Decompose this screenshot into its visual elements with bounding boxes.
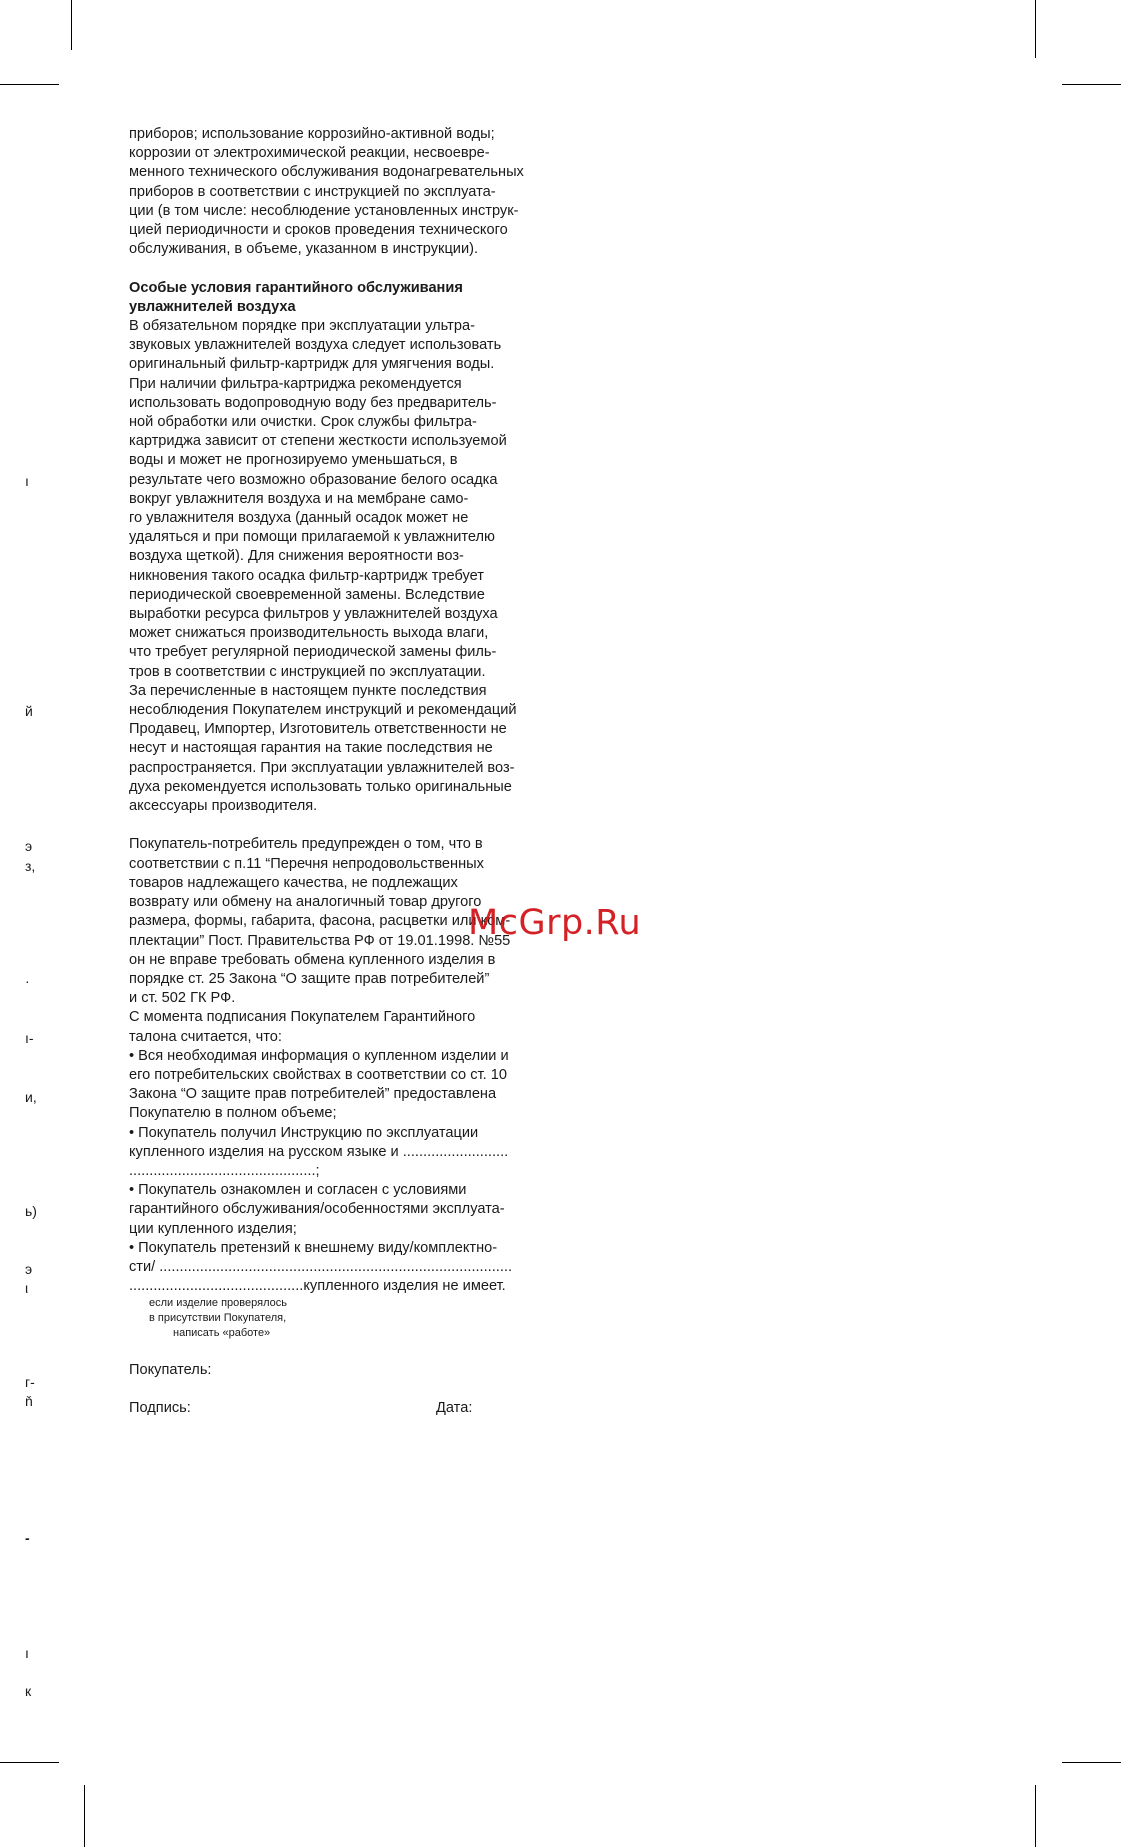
text-line: соответствии с п.11 “Перечня непродовольственных <box>129 855 484 872</box>
text-line: С момента подписания Покупателем Гарантийного <box>129 1009 476 1026</box>
text-line: ции купленного изделия; <box>129 1220 297 1237</box>
crop-mark <box>0 1762 59 1763</box>
text-line: никновения такого осадка фильтр-картридж требует <box>129 567 484 584</box>
text-line: порядке ст. 25 Закона “О защите прав потребителей” <box>129 970 490 987</box>
text-line: талона считается, что: <box>129 1028 282 1045</box>
crop-mark <box>71 0 72 50</box>
margin-fragment: и, <box>25 1089 37 1105</box>
margin-fragment: ı <box>25 1645 29 1661</box>
text-line: приборов в соответствии с инструкцией по эксплуата- <box>129 183 496 200</box>
text-line: воды и может не прогнозируемо уменьшаться, в <box>129 452 458 469</box>
text-line: что требует регулярной периодической замены филь- <box>129 644 497 661</box>
text-line: воздуха щеткой). Для снижения вероятности воз- <box>129 548 464 565</box>
text-line: Покупателю в полном объеме; <box>129 1105 337 1122</box>
watermark: McGrp.Ru <box>468 903 642 943</box>
text-column <box>129 125 559 1418</box>
text-line: ной обработки или очистки. Срок службы фильтра- <box>129 414 477 431</box>
text-line: картриджа зависит от степени жесткости используемой <box>129 433 507 450</box>
text-line: Закона “О защите прав потребителей” предоставлена <box>129 1086 497 1103</box>
text-line: цией периодичности и сроков проведения технического <box>129 222 508 239</box>
text-line: ции (в том числе: несоблюдение установленных инструк- <box>129 202 519 219</box>
text-line: В обязательном порядке при эксплуатации ультра- <box>129 318 475 335</box>
crop-mark <box>1062 1762 1121 1763</box>
paragraph-maintenance <box>129 125 559 259</box>
crop-mark <box>0 84 59 85</box>
text-line: и ст. 502 ГК РФ. <box>129 990 236 1007</box>
text-line: его потребительских свойствах в соответствии со ст. 10 <box>129 1066 507 1083</box>
crop-mark <box>84 1785 85 1847</box>
text-line: При наличии фильтра-картриджа рекомендуется <box>129 375 462 392</box>
signature-row <box>129 1399 559 1418</box>
text-line: ..............................................; <box>129 1162 320 1179</box>
text-line: возврату или обмену на аналогичный товар другого <box>129 894 482 911</box>
margin-fragment: з, <box>25 858 36 874</box>
text-line: коррозии от электрохимической реакции, несвоевре- <box>129 145 490 162</box>
margin-fragment: ı- <box>25 1030 34 1046</box>
text-line: товаров надлежащего качества, не подлежащих <box>129 874 458 891</box>
section-heading <box>129 279 559 317</box>
margin-fragment: к <box>25 1683 32 1699</box>
text-line: купленного изделия на русском языке и .......................... <box>129 1143 509 1160</box>
text-line: выработки ресурса фильтров у увлажнителей воздуха <box>129 606 498 623</box>
bullet-item: • Вся необходимая информация о купленном изделии и <box>129 1047 509 1064</box>
text-line: ...........................................купленного изделия не имеет. <box>129 1278 506 1295</box>
footnote <box>129 1296 559 1341</box>
text-line: звуковых увлажнителей воздуха следует использовать <box>129 337 502 354</box>
margin-fragment: э <box>25 1261 33 1277</box>
bullet-item: • Покупатель претензий к внешнему виду/комплектно- <box>129 1239 498 1256</box>
text-line: приборов; использование коррозийно-активной воды; <box>129 126 495 142</box>
text-line: размера, формы, габарита, фасона, расцветки или ком- <box>129 913 511 930</box>
bullet-item: • Покупатель ознакомлен и согласен с условиями <box>129 1182 467 1199</box>
margin-fragment: - <box>25 1530 30 1546</box>
text-line: менного технического обслуживания водонагревательных <box>129 164 524 181</box>
text-line: Покупатель-потребитель предупрежден о том, что в <box>129 836 483 853</box>
text-line: обслуживания, в объеме, указанном в инструкции). <box>129 241 479 258</box>
margin-fragment: · <box>25 973 30 989</box>
text-line: удаляться и при помощи прилагаемой к увлажнителю <box>129 529 495 546</box>
footnote-line: если изделие проверялось <box>149 1297 287 1310</box>
text-line: он не вправе требовать обмена купленного изделия в <box>129 951 496 968</box>
crop-mark <box>1062 84 1121 85</box>
margin-fragment: ι <box>25 1280 29 1296</box>
paragraph-humidifier-conditions <box>129 317 559 816</box>
text-line: аксессуары производителя. <box>129 798 318 815</box>
margin-fragment: ň <box>25 1393 33 1409</box>
bullet-item: • Покупатель получил Инструкцию по эксплуатации <box>129 1124 479 1141</box>
margin-fragment: ь) <box>25 1203 37 1219</box>
heading-line: Особые условия гарантийного обслуживания <box>129 279 463 296</box>
text-line: плектации” Пост. Правительства РФ от 19.01.1998. №55 <box>129 932 511 949</box>
crop-mark <box>1035 0 1036 58</box>
text-line: вокруг увлажнителя воздуха и на мембране само- <box>129 490 469 507</box>
margin-fragment: й <box>25 703 33 719</box>
crop-mark <box>1035 1785 1036 1847</box>
text-line: го увлажнителя воздуха (данный осадок может не <box>129 510 469 527</box>
margin-fragment: г- <box>25 1374 35 1390</box>
text-line: сти/ ....................................................................................... <box>129 1258 512 1275</box>
margin-fragment: э <box>25 838 33 854</box>
text-line: может снижаться производительность выхода влаги, <box>129 625 489 642</box>
text-line: тров в соответствии с инструкцией по эксплуатации. <box>129 663 486 680</box>
text-line: использовать водопроводную воду без предваритель- <box>129 394 497 411</box>
text-line: оригинальный фильтр-картридж для умягчения воды. <box>129 356 495 373</box>
footnote-line: в присутствии Покупателя, <box>149 1312 287 1325</box>
date-label: Дата: <box>436 1399 473 1416</box>
text-line: Продавец, Импортер, Изготовитель ответственности не <box>129 721 507 738</box>
text-line: результате чего возможно образование белого осадка <box>129 471 498 488</box>
footnote-line: написать «работе» <box>173 1327 271 1340</box>
text-line: распространяется. При эксплуатации увлажнителей воз- <box>129 759 515 776</box>
signature-label: Подпись: <box>129 1399 191 1416</box>
text-line: несут и настоящая гарантия на такие последствия не <box>129 740 493 757</box>
text-line: гарантийного обслуживания/особенностями эксплуата- <box>129 1201 505 1218</box>
heading-line: увлажнителей воздуха <box>129 298 296 315</box>
text-line: несоблюдения Покупателем инструкций и рекомендаций <box>129 702 517 719</box>
text-line: За перечисленные в настоящем пункте последствия <box>129 682 487 699</box>
text-line: духа рекомендуется использовать только оригинальные <box>129 778 512 795</box>
text-line: периодической своевременной замены. Вследствие <box>129 586 485 603</box>
margin-fragment: ı <box>25 473 29 489</box>
buyer-label: Покупатель: <box>129 1361 212 1378</box>
